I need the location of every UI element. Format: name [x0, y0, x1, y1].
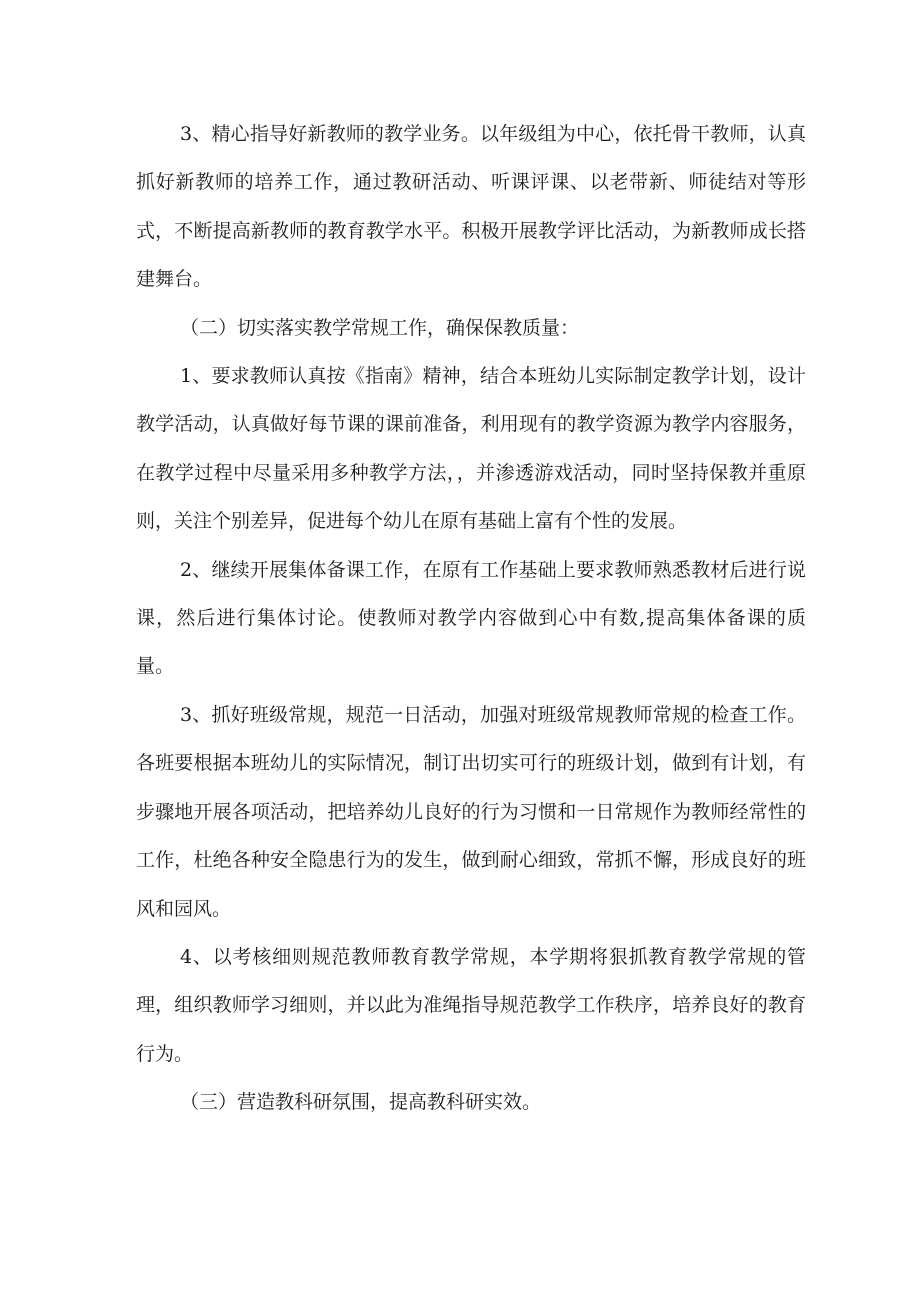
paragraph-assessment-rules: 4、以考核细则规范教师教育教学常规，本学期将狠抓教育教学常规的管理，组织教师学习细则，并以此为准绳指导规范教学工作秩序，培养良好的教育行为。: [136, 945, 806, 1065]
paragraph-teaching-plan: 1、要求教师认真按《指南》精神，结合本班幼儿实际制定教学计划，设计教学活动，认真做好每节课的课前准备，利用现有的教学资源为教学内容服务，在教学过程中尽量采用多种教学方法，，并渗透游戏活动，同时坚持保教并重原则，关注个别差异，促进每个幼儿在原有基础上富有个性的发展。: [136, 365, 806, 533]
paragraph-collective-lesson-prep: 2、继续开展集体备课工作，在原有工作基础上要求教师熟悉教材后进行说课，然后进行集体讨论。使教师对教学内容做到心中有数,提高集体备课的质量。: [136, 558, 806, 678]
paragraph-mentor-new-teachers: 3、精心指导好新教师的教学业务。以年级组为中心，依托骨干教师，认真抓好新教师的培养工作，通过教研活动、听课评课、以老带新、师徒结对等形式，不断提高新教师的教育教学水平。积极开展教学评比活动，为新教师成长搭建舞台。: [136, 123, 806, 291]
document-body: [136, 110, 806, 1127]
heading-research-atmosphere: （三）营造教科研氛围，提高教科研实效。: [180, 1091, 542, 1114]
heading-teaching-routine: （二）切实落实教学常规工作，确保保教质量：: [180, 316, 580, 339]
paragraph-class-routine: 3、抓好班级常规，规范一日活动，加强对班级常规教师常规的检查工作。各班要根据本班幼儿的实际情况，制订出切实可行的班级计划，做到有计划，有步骤地开展各项活动，把培养幼儿良好的行为习惯和一日常规作为教师经常性的工作，杜绝各种安全隐患行为的发生，做到耐心细致，常抓不懈，形成良好的班风和园风。: [136, 703, 806, 920]
